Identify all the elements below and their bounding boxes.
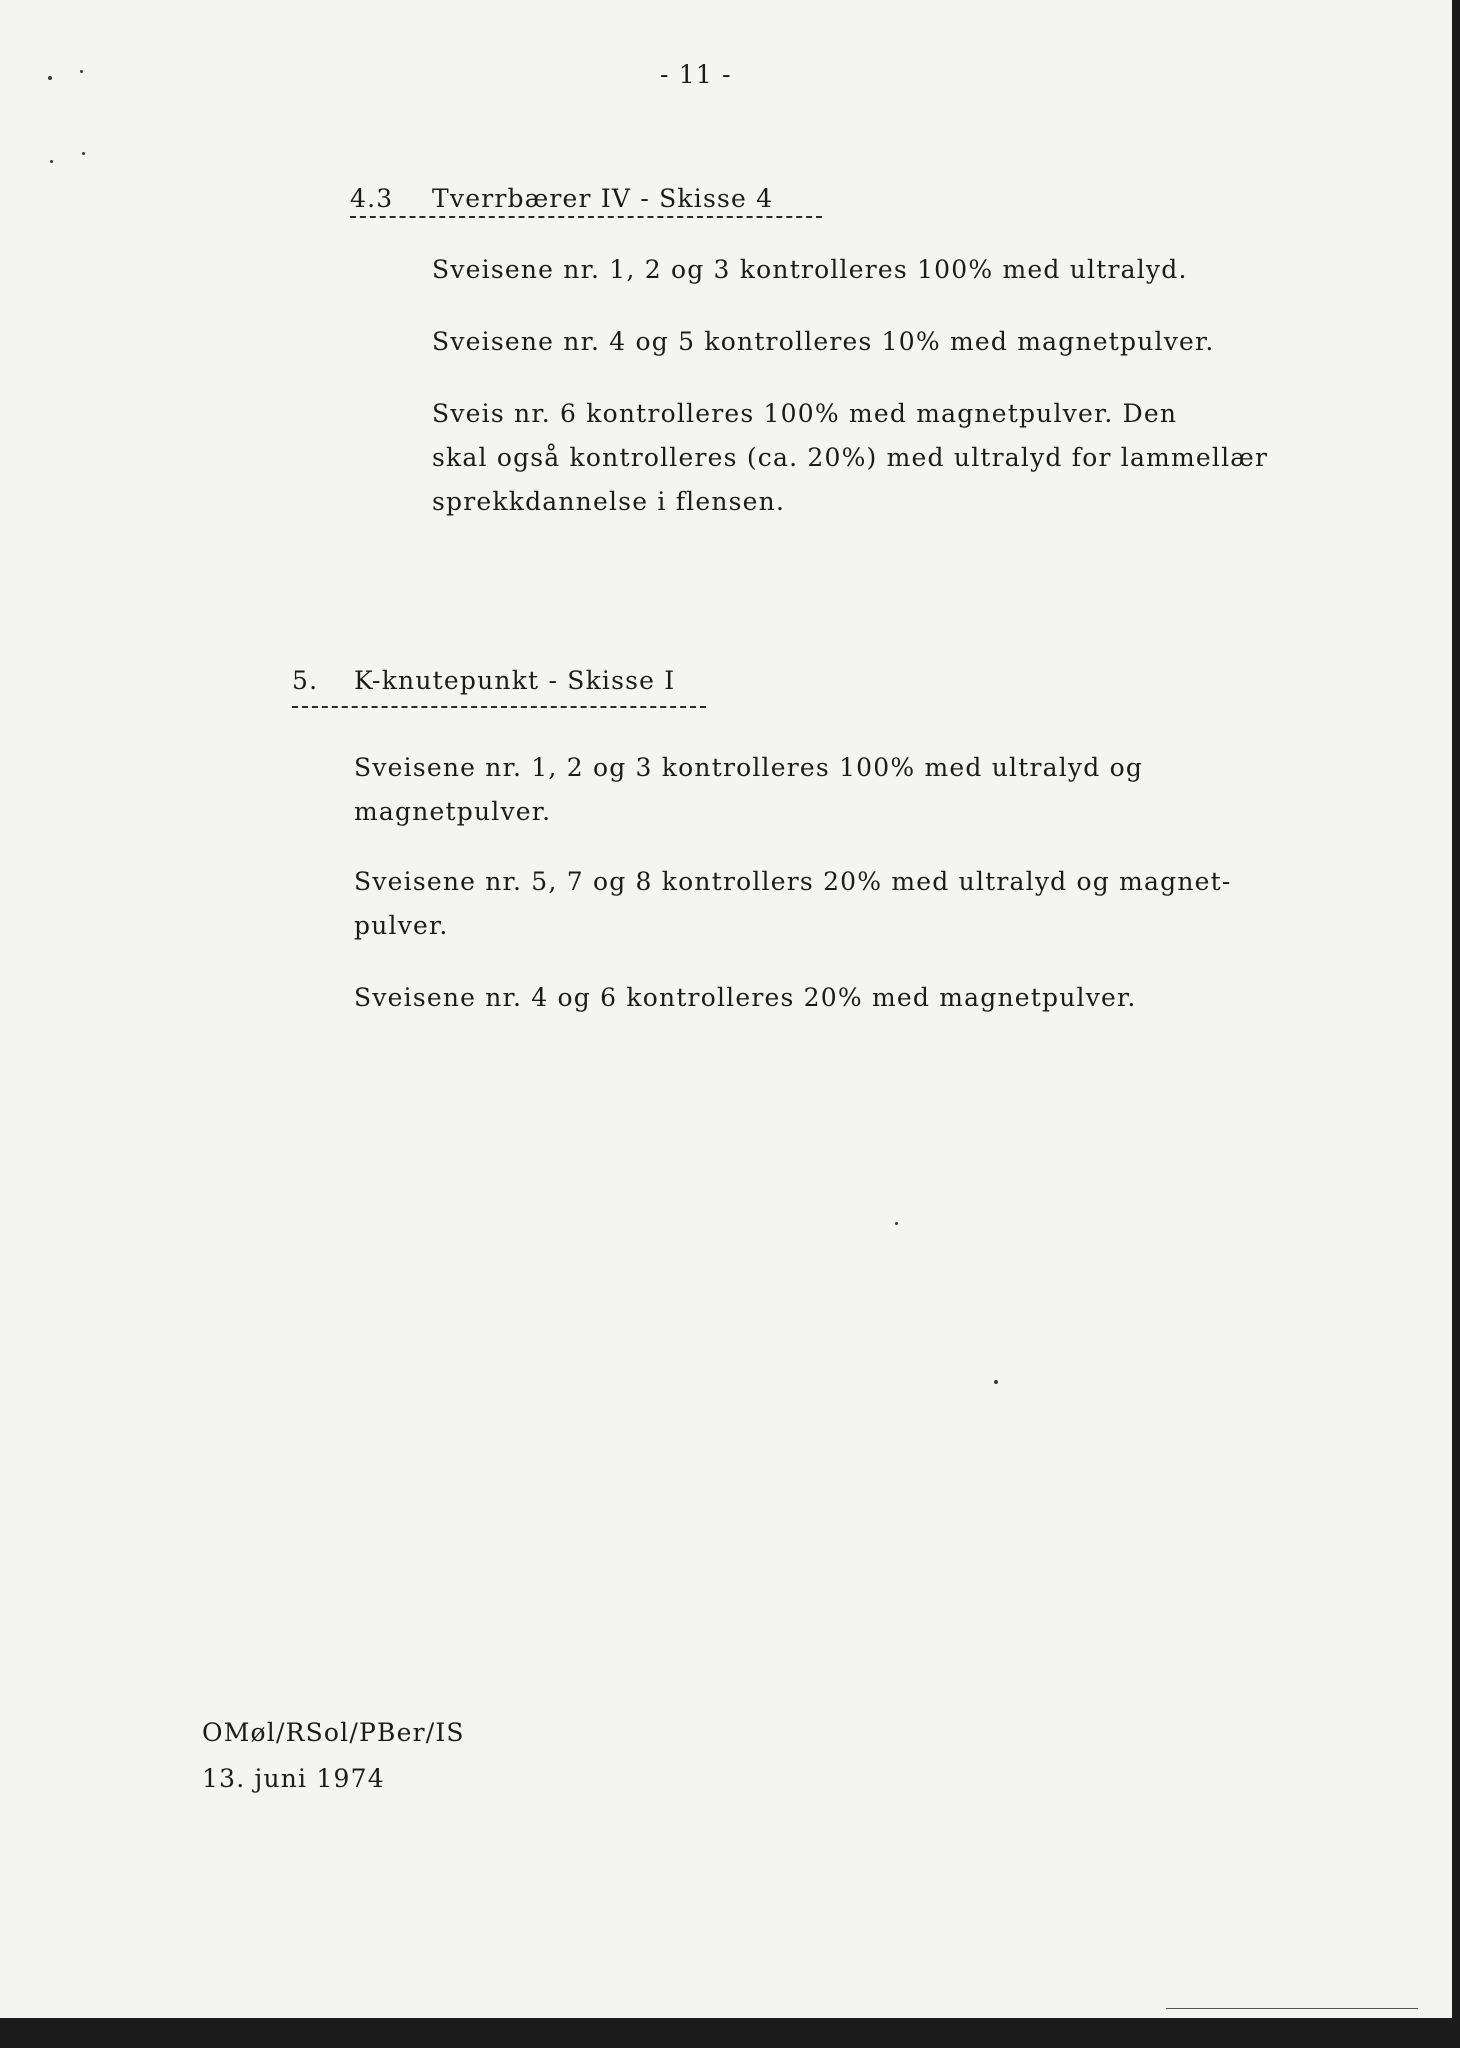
paragraph <box>354 746 1143 834</box>
section-title: K-knutepunkt - Skisse I <box>354 666 676 695</box>
paragraph-line: Sveisene nr. 5, 7 og 8 kontrollers 20% med ultralyd og magnet- <box>354 867 1232 896</box>
scan-speck <box>895 1222 898 1225</box>
scan-speck <box>48 76 52 80</box>
scan-speck <box>80 70 83 73</box>
paragraph-line: Sveis nr. 6 kontrolleres 100% med magnetpulver. Den <box>432 399 1178 428</box>
paragraph <box>432 392 1268 524</box>
section-number: 5. <box>292 666 319 695</box>
document-date: 13. juni 1974 <box>202 1764 385 1793</box>
paragraph-line: Sveisene nr. 1, 2 og 3 kontrolleres 100% med ultralyd og <box>354 753 1144 782</box>
paragraph <box>354 860 1232 948</box>
section-title: Tverrbærer IV - Skisse 4 <box>432 184 774 213</box>
paragraph <box>354 976 1137 1020</box>
paragraph-line: magnetpulver. <box>354 797 552 826</box>
heading-underline <box>350 216 822 218</box>
scan-speck <box>50 160 53 163</box>
paragraph-line: Sveisene nr. 4 og 5 kontrolleres 10% med magnetpulver. <box>432 327 1215 356</box>
scan-speck <box>82 152 85 155</box>
section-number: 4.3 <box>350 184 394 213</box>
paragraph-line: skal også kontrolleres (ca. 20%) med ultralyd for lammellær <box>432 443 1269 472</box>
paragraph <box>432 248 1188 292</box>
paragraph-line: Sveisene nr. 4 og 6 kontrolleres 20% med magnetpulver. <box>354 983 1137 1012</box>
page-number: - 11 - <box>660 60 732 89</box>
bottom-rule <box>1166 2008 1418 2009</box>
paragraph-line: Sveisene nr. 1, 2 og 3 kontrolleres 100% med ultralyd. <box>432 255 1188 284</box>
paragraph <box>432 320 1215 364</box>
paragraph-line: pulver. <box>354 911 449 940</box>
heading-underline <box>292 706 706 708</box>
author-initials: OMøl/RSol/PBer/IS <box>202 1718 465 1747</box>
scan-speck <box>994 1380 998 1384</box>
paragraph-line: sprekkdannelse i flensen. <box>432 487 786 516</box>
